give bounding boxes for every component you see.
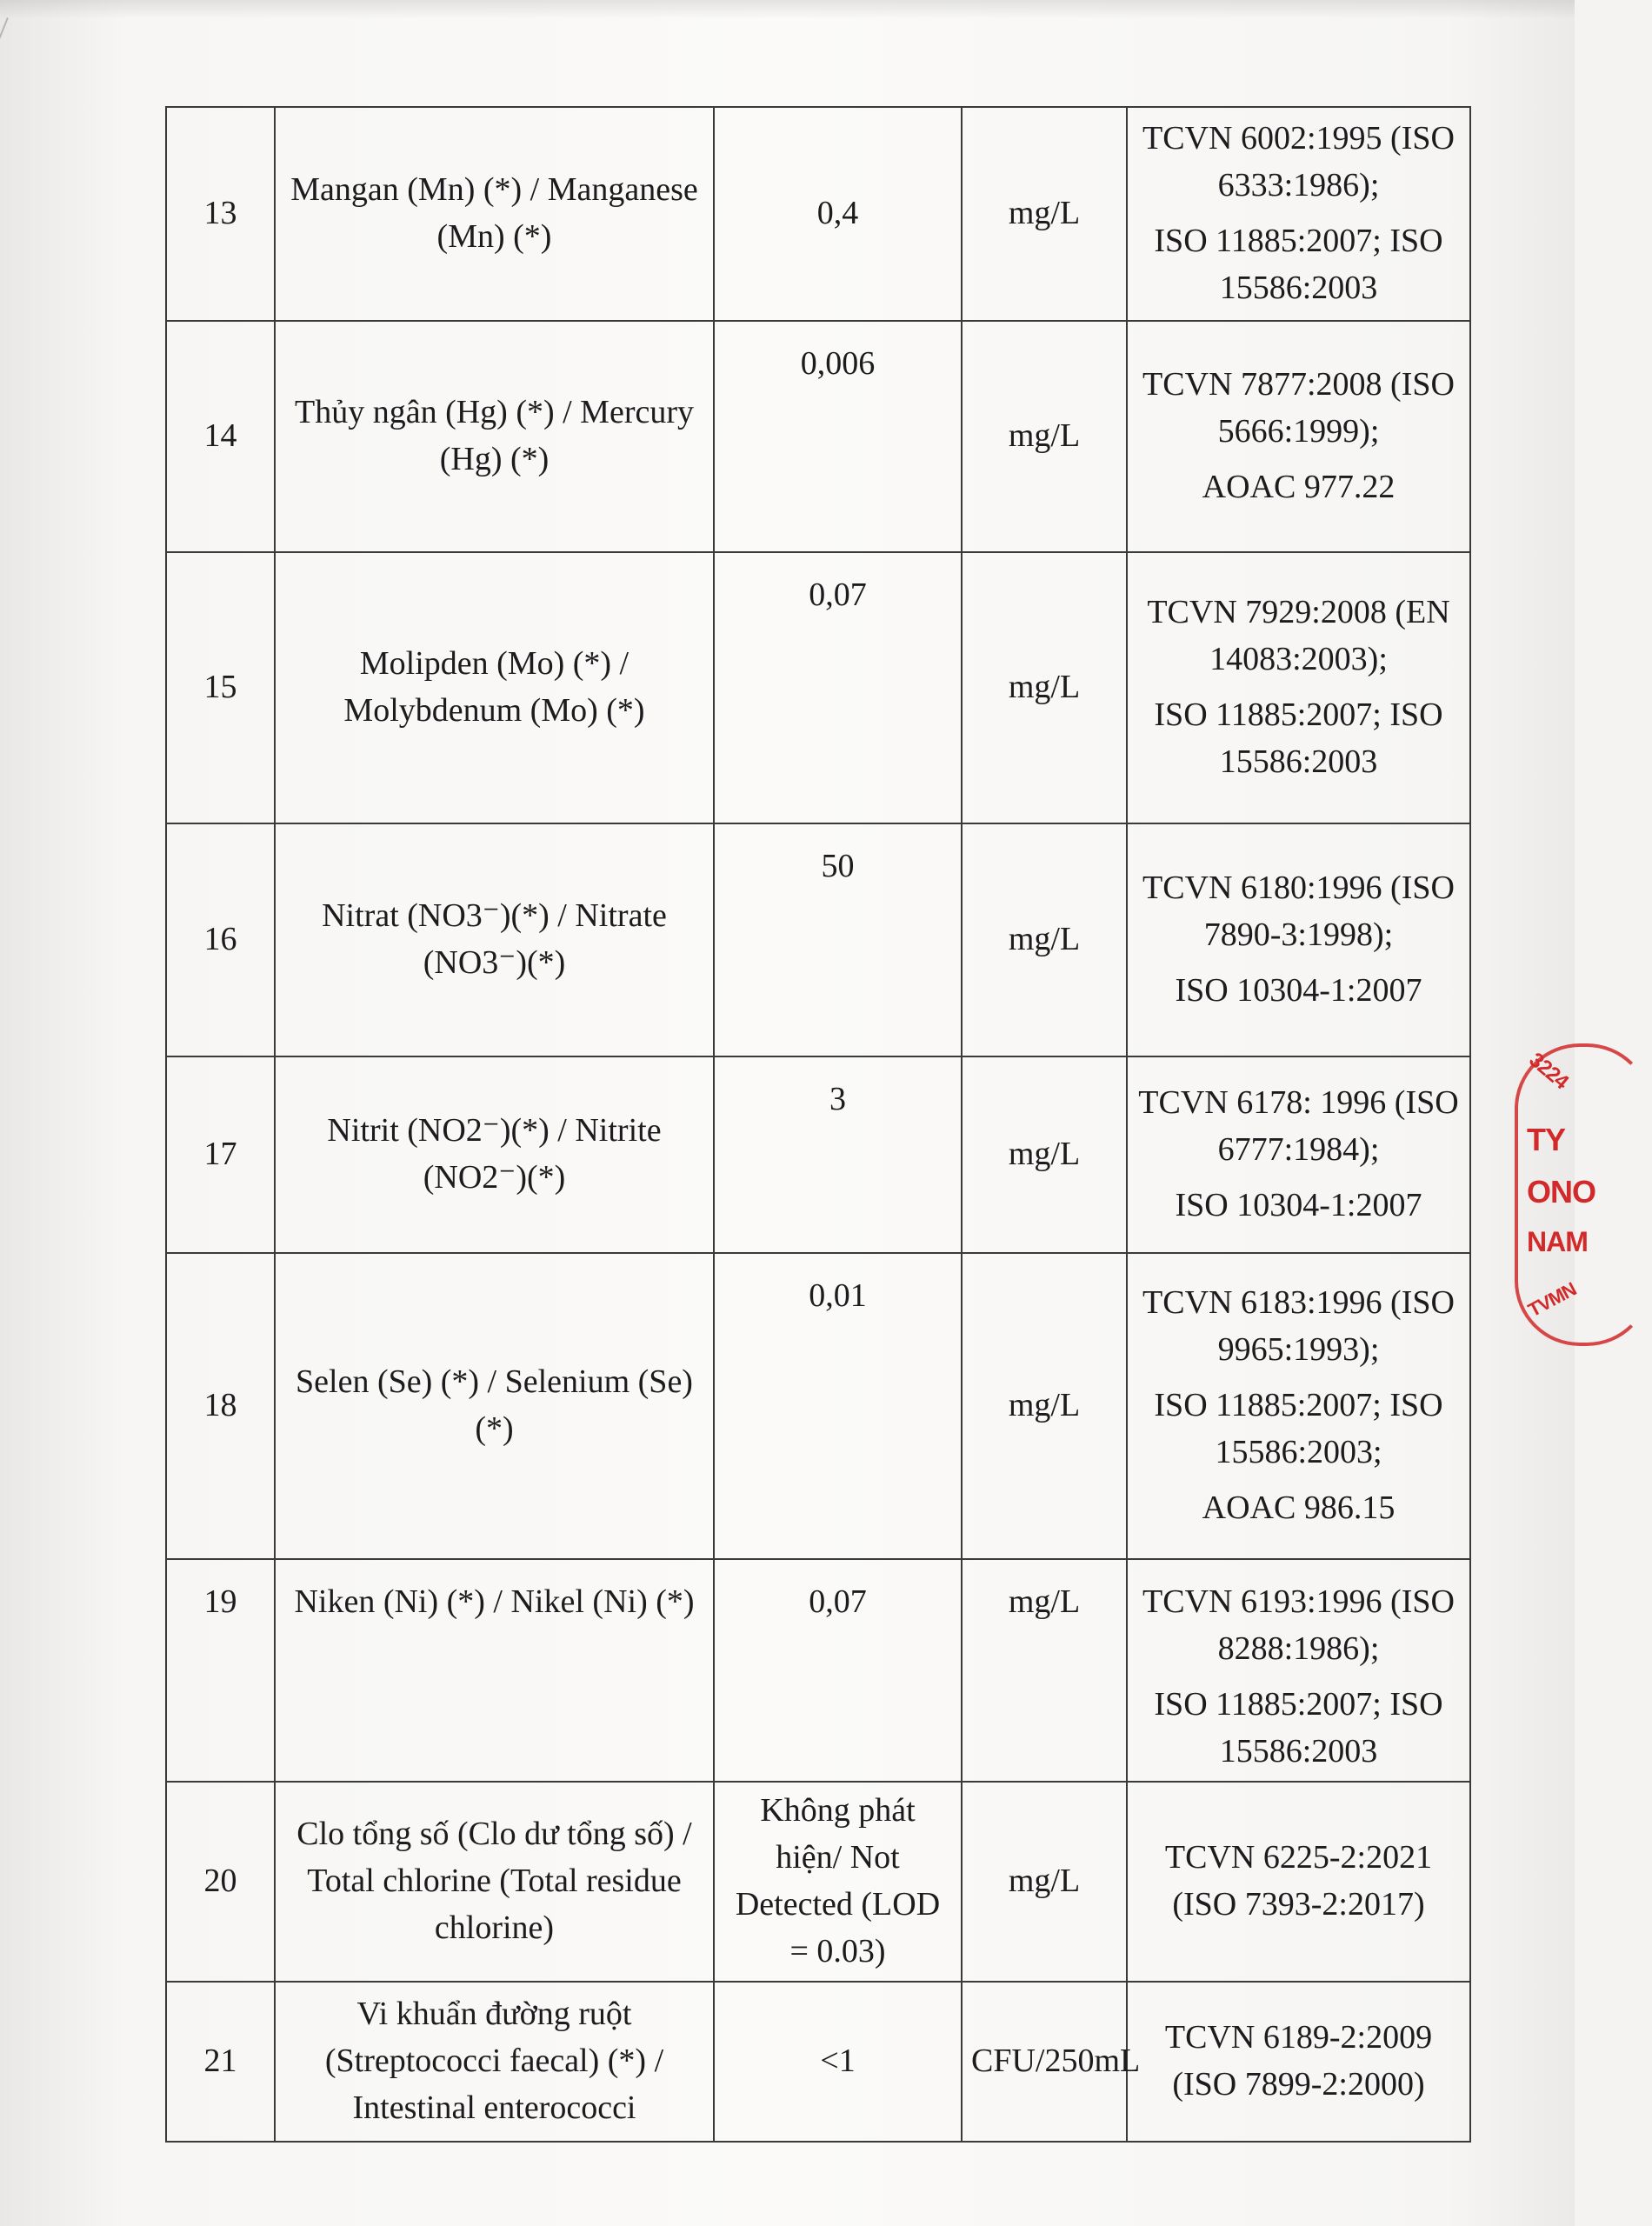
unit: CFU/250mL — [962, 1982, 1127, 2142]
method-line: ISO 11885:2007; ISO 15586:2003; — [1154, 1387, 1443, 1470]
method-line: TCVN 6180:1996 (ISO 7890-3:1998); — [1142, 870, 1455, 954]
unit: mg/L — [962, 1559, 1127, 1782]
parameter-name: Thủy ngân (Hg) (*) / Mercury (Hg) (*) — [275, 321, 714, 552]
row-number: 18 — [166, 1253, 275, 1559]
table-row — [166, 1056, 1470, 1253]
method-line: ISO 11885:2007; ISO 15586:2003 — [1154, 223, 1443, 306]
row-number: 19 — [166, 1559, 275, 1782]
parameter-name: Selen (Se) (*) / Selenium (Se) (*) — [275, 1253, 714, 1559]
stamp-text: ONO — [1527, 1174, 1596, 1210]
method-line: TCVN 6189-2:2009 (ISO 7899-2:2000) — [1164, 2018, 1433, 2103]
limit-value: 0,006 — [714, 321, 962, 552]
table-row — [166, 823, 1470, 1056]
table-row — [166, 107, 1470, 321]
row-number: 15 — [166, 552, 275, 823]
test-results-table — [165, 106, 1471, 2143]
stamp-text: TVMN — [1524, 1277, 1580, 1322]
method-line: TCVN 6002:1995 (ISO 6333:1986); — [1142, 120, 1455, 204]
stamp-text: NAM — [1527, 1226, 1588, 1257]
limit-value: Không phát hiện/ Not Detected (LOD = 0.03) — [714, 1782, 962, 1982]
row-number: 21 — [166, 1982, 275, 2142]
table-row — [166, 552, 1470, 823]
unit: mg/L — [962, 823, 1127, 1056]
table-row — [166, 1782, 1470, 1982]
test-method — [1127, 1253, 1470, 1559]
method-line: ISO 10304-1:2007 — [1175, 1186, 1422, 1223]
test-method — [1127, 1056, 1470, 1253]
limit-value: 0,01 — [714, 1253, 962, 1559]
parameter-name: Clo tổng số (Clo dư tổng số) / Total chlorine (Total residue chlorine) — [275, 1782, 714, 1982]
parameter-name: Niken (Ni) (*) / Nikel (Ni) (*) — [275, 1559, 714, 1782]
method-line: AOAC 977.22 — [1202, 468, 1396, 505]
unit: mg/L — [962, 1782, 1127, 1982]
method-line: ISO 10304-1:2007 — [1175, 971, 1422, 1009]
row-number: 20 — [166, 1782, 275, 1982]
method-line: TCVN 7929:2008 (EN 14083:2003); — [1147, 594, 1450, 678]
method-line: TCVN 6225-2:2021 (ISO 7393-2:2017) — [1164, 1838, 1433, 1923]
method-line: TCVN 7877:2008 (ISO 5666:1999); — [1142, 366, 1455, 450]
limit-value: 0,4 — [714, 107, 962, 321]
limit-value: 0,07 — [714, 1559, 962, 1782]
unit: mg/L — [962, 321, 1127, 552]
table-row — [166, 321, 1470, 552]
unit: mg/L — [962, 107, 1127, 321]
unit: mg/L — [962, 1253, 1127, 1559]
limit-value: 0,07 — [714, 552, 962, 823]
stamp-text: TY — [1527, 1122, 1566, 1157]
test-method — [1127, 823, 1470, 1056]
method-line: AOAC 986.15 — [1202, 1489, 1396, 1526]
parameter-name: Nitrit (NO2⁻)(*) / Nitrite (NO2⁻)(*) — [275, 1056, 714, 1253]
test-method — [1127, 321, 1470, 552]
limit-value: 3 — [714, 1056, 962, 1253]
table-row — [166, 1559, 1470, 1782]
method-line: ISO 11885:2007; ISO 15586:2003 — [1154, 696, 1443, 780]
row-number: 16 — [166, 823, 275, 1056]
row-number: 14 — [166, 321, 275, 552]
row-number: 13 — [166, 107, 275, 321]
parameter-name: Molipden (Mo) (*) / Molybdenum (Mo) (*) — [275, 552, 714, 823]
parameter-name: Mangan (Mn) (*) / Manganese (Mn) (*) — [275, 107, 714, 321]
test-method — [1127, 1782, 1470, 1982]
test-method — [1127, 107, 1470, 321]
unit: mg/L — [962, 1056, 1127, 1253]
unit: mg/L — [962, 552, 1127, 823]
method-line: TCVN 6183:1996 (ISO 9965:1993); — [1142, 1284, 1455, 1369]
test-method — [1127, 1559, 1470, 1782]
limit-value: <1 — [714, 1982, 962, 2142]
method-line: TCVN 6193:1996 (ISO 8288:1986); — [1142, 1583, 1455, 1667]
method-line: TCVN 6178: 1996 (ISO 6777:1984); — [1138, 1084, 1459, 1169]
parameter-name: Nitrat (NO3⁻)(*) / Nitrate (NO3⁻)(*) — [275, 823, 714, 1056]
table-row — [166, 1253, 1470, 1559]
limit-value: 50 — [714, 823, 962, 1056]
scan-top-shadow — [0, 0, 1575, 19]
test-method — [1127, 552, 1470, 823]
red-company-stamp — [1515, 1043, 1596, 1339]
stamp-text: 3224 — [1524, 1048, 1573, 1094]
table-row — [166, 1982, 1470, 2142]
test-method — [1127, 1982, 1470, 2142]
method-line: ISO 11885:2007; ISO 15586:2003 — [1154, 1685, 1443, 1769]
row-number: 17 — [166, 1056, 275, 1253]
parameter-name: Vi khuẩn đường ruột (Streptococci faecal) (*) / Intestinal enterococci — [275, 1982, 714, 2142]
